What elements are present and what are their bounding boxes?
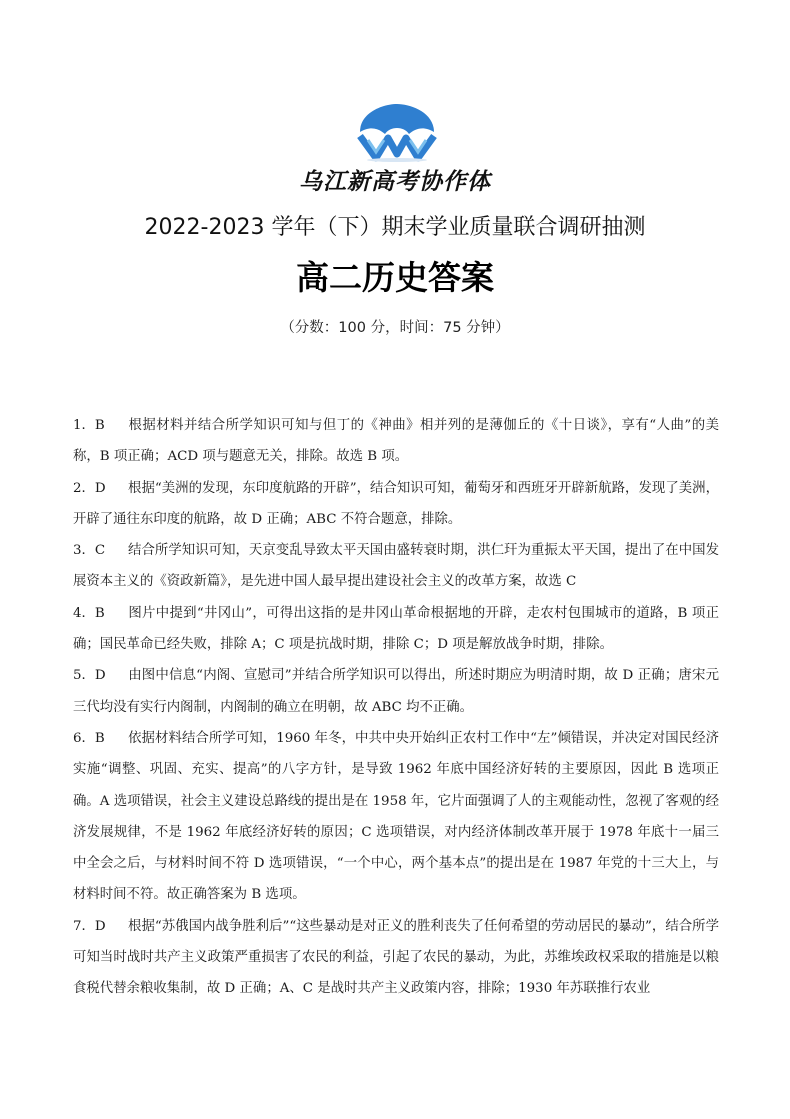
- answer-number: 1．B: [73, 418, 105, 433]
- answer-explanation: 根据“美洲的发现，东印度航路的开辟”，结合知识可知，葡萄牙和西班牙开辟新航路，发现了美洲，开辟了通往东印度的航路，故 D 正确；ABC 不符合题意，排除。: [73, 480, 719, 527]
- wave-w-logo-icon: [354, 102, 440, 162]
- answer-number: 6．B: [73, 730, 105, 746]
- answer-explanation: 由图中信息“内阁、宣慰司”并结合所学知识可以得出，所述时期应为明清时期，故 D 正确；唐宋元三代均没有实行内阁制，内阁制的确立在明朝，故 ABC 均不正确。: [73, 668, 719, 715]
- page-title: 高二历史答案: [296, 258, 494, 297]
- exam-title: 2022-2023 学年（下）期末学业质量联合调研抽测: [144, 215, 646, 240]
- answer-number: 3．C: [73, 543, 106, 559]
- answer-item: [73, 535, 719, 598]
- exam-meta: （分数：100 分，时间：75 分钟）: [280, 320, 510, 336]
- brand-name: 乌江新高考协作体: [299, 169, 491, 195]
- answer-item: [73, 410, 719, 473]
- answer-number: 7．D: [73, 918, 106, 934]
- answer-item: [73, 723, 719, 911]
- answer-list: [73, 410, 719, 1005]
- answer-explanation: 结合所学知识可知，天京变乱导致太平天国由盛转衰时期，洪仁玕为重振太平天国，提出了在中国发展资本主义的《资政新篇》，是先进中国人最早提出建设社会主义的改革方案，故选 C: [73, 543, 719, 590]
- answer-item: [73, 660, 719, 723]
- answer-explanation: 图片中提到“井冈山”，可得出这指的是井冈山革命根据地的开辟，走农村包围城市的道路，B 项正确；国民革命已经失败，排除 A；C 项是抗战时期，排除 C；D 项是解放战争时期，排除。: [73, 605, 719, 653]
- answer-number: 4．B: [73, 605, 105, 621]
- answer-explanation: 根据材料并结合所学知识可知与但丁的《神曲》相并列的是薄伽丘的《十日谈》，享有“人曲”的美称，B 项正确；ACD 项与题意无关，排除。故选 B 项。: [73, 418, 719, 465]
- answer-item: [73, 598, 719, 661]
- answer-explanation: 根据“苏俄国内战争胜利后”“这些暴动是对正义的胜利丧失了任何希望的劳动居民的暴动”，结合所学可知当时战时共产主义政策严重损害了农民的利益，引起了农民的暴动，为此，苏维埃政权采取的措施是以粮食税代替余粮收集制，故 D 正确；A、C 是战时共产主义政策内容，排除；1930 年苏联推行农业: [73, 918, 719, 997]
- answer-item: [73, 911, 719, 1005]
- answer-number: 5．D: [73, 668, 106, 684]
- answer-explanation: 依据材料结合所学可知，1960 年冬，中共中央开始纠正农村工作中“左”倾错误，并决定对国民经济实施“调整、巩固、充实、提高”的八字方针，是导致 1962 年底中国经济好转的主要原因，因此 B 选项正确。A 选项错误，社会主义建设总路线的提出是在 1958 年，它片面强调了人的主观能动性，忽视了客观的经济发展规律，不是 1962 年底经济好转的原因；C 选项错误，对内经济体制改革开展于 1978 年底十一届三中全会之后，与材料时间不符 D 选项错误，“一个中心，两个基本点”的提出是在 1987 年党的十三大上，与材料时间不符。故正确答案为 B 选项。: [73, 730, 719, 903]
- answer-number: 2．D: [73, 480, 106, 496]
- answer-item: [73, 473, 719, 536]
